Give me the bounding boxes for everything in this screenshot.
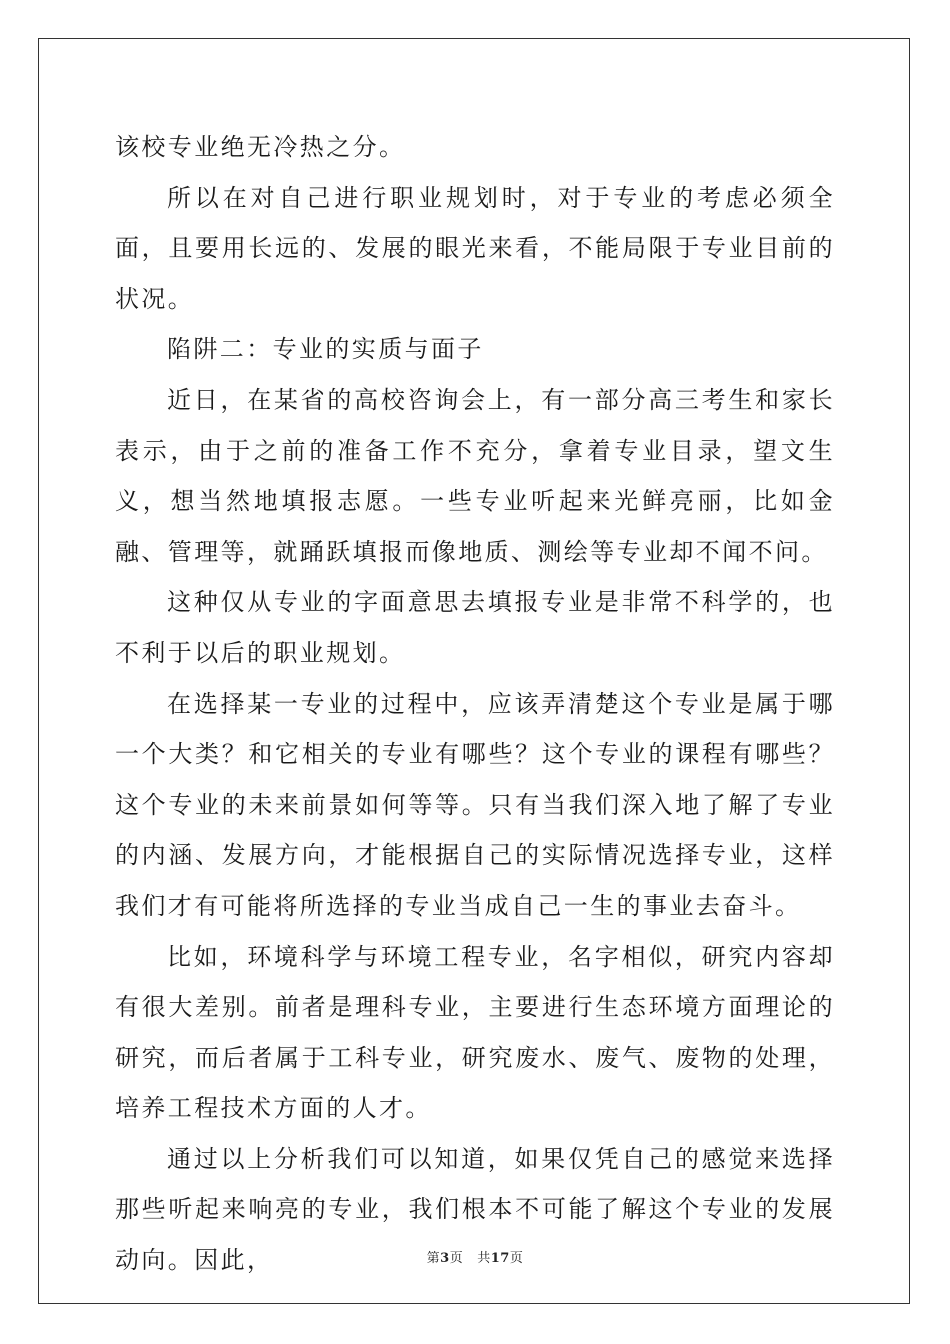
paragraph: 这种仅从专业的字面意思去填报专业是非常不科学的，也不利于以后的职业规划。 (115, 588, 835, 667)
document-body (115, 122, 835, 1286)
total-pages: 17 (490, 1251, 510, 1266)
paragraph: 所以在对自己进行职业规划时，对于专业的考虑必须全面，且要用长远的、发展的眼光来看，不能局限于专业目前的状况。 (115, 183, 835, 313)
paragraph: 在选择某一专业的过程中，应该弄清楚这个专业是属于哪一个大类？和它相关的专业有哪些？这个专业的课程有哪些？这个专业的未来前景如何等等。只有当我们深入地了解了专业的内涵、发展方向，才能根据自己的实际情况选择专业，这样我们才有可能将所选择的专业当成自己一生的事业去奋斗。 (115, 689, 835, 920)
page-suffix: 页 (449, 1251, 464, 1266)
paragraph: 近日，在某省的高校咨询会上，有一部分高三考生和家长表示，由于之前的准备工作不充分，拿着专业目录，望文生义，想当然地填报志愿。一些专业听起来光鲜亮丽，比如金融、管理等，就踊跃填报而像地质、测绘等专业却不闻不问。 (115, 385, 835, 566)
page-prefix: 第 (426, 1251, 441, 1266)
section-heading: 陷阱二：专业的实质与面子 (167, 335, 484, 364)
total-prefix: 共 (477, 1251, 491, 1266)
page-number: 3 (440, 1251, 450, 1266)
page-footer (0, 1247, 950, 1266)
paragraph: 通过以上分析我们可以知道，如果仅凭自己的感觉来选择那些听起来响亮的专业，我们根本不可能了解这个专业的发展动向。因此， (115, 1144, 835, 1275)
paragraph: 比如，环境科学与环境工程专业，名字相似，研究内容却有很大差别。前者是理科专业，主要进行生态环境方面理论的研究，而后者属于工科专业，研究废水、废气、废物的处理，培养工程技术方面的人才。 (115, 942, 835, 1123)
total-suffix: 页 (509, 1251, 524, 1266)
paragraph: 该校专业绝无冷热之分。 (115, 133, 406, 161)
